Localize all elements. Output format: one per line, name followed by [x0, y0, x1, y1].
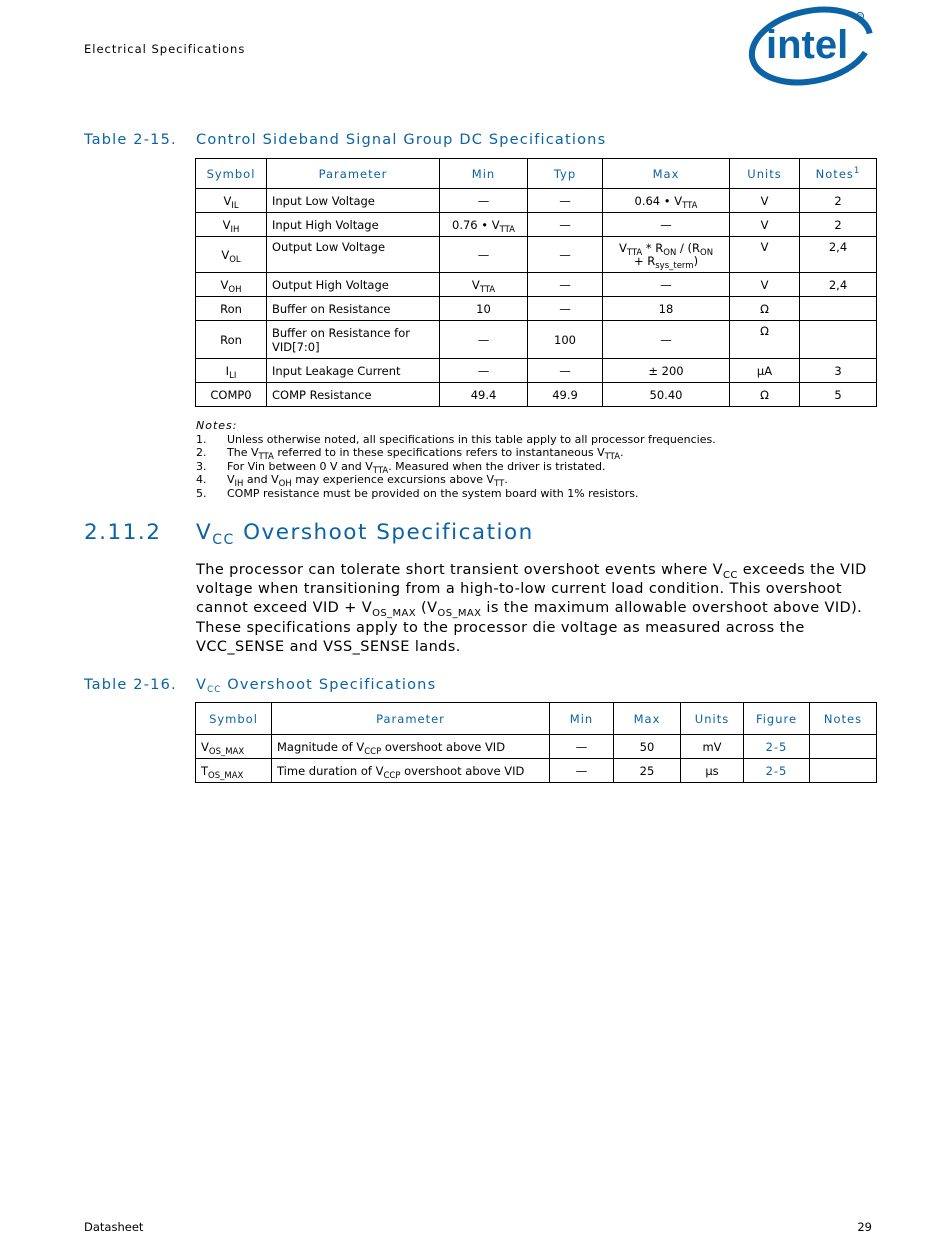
parameter-cell: Output Low Voltage: [267, 237, 440, 273]
parameter-cell: Buffer on Resistance: [267, 297, 440, 321]
symbol-cell: Ron: [196, 297, 267, 321]
col-max: Max: [614, 703, 681, 735]
page-number: 29: [857, 1220, 872, 1234]
units-cell: Ω: [730, 297, 800, 321]
table-row: [196, 213, 877, 237]
table-notes: [196, 419, 716, 501]
col-min: Min: [550, 703, 614, 735]
min-cell: —: [440, 359, 528, 383]
running-header: Electrical Specifications: [84, 42, 246, 56]
table-header-row: [196, 703, 877, 735]
min-cell: —: [440, 237, 528, 273]
section-paragraph: The processor can tolerate short transient overshoot events where $V_{CC}$ exceeds the VID voltage when transitioning from a high-to-low current load condition. This overshoot cannot exceed VID + $V_{OS\_MAX}$ ($V_{OS\_MAX}$ is the maximum allowable overshoot above VID). These specifications apply to the processor die voltage as measured across the VCC_SENSE and VSS_SENSE lands.: [196, 562, 867, 655]
symbol-cell: Ron: [196, 321, 267, 359]
notes-cell: 2,4: [800, 273, 877, 297]
symbol-cell: $V_{OH}$: [196, 273, 267, 297]
symbol-cell: $T_{OS\_MAX}$: [196, 759, 272, 783]
units-cell: µs: [681, 759, 744, 783]
table-2-15-title: Table 2-15. Control Sideband Signal Group DC Specifications: [84, 132, 607, 148]
min-cell: —: [550, 759, 614, 783]
parameter-cell: Buffer on Resistance for VID[7:0]: [267, 321, 440, 359]
units-cell: V: [730, 273, 800, 297]
symbol-cell: $V_{OL}$: [196, 237, 267, 273]
table-header-row: [196, 159, 877, 189]
typ-cell: —: [528, 213, 603, 237]
symbol-cell: $V_{IL}$: [196, 189, 267, 213]
min-cell: —: [440, 321, 528, 359]
intel-logo: [748, 2, 876, 88]
svg-text:intel: intel: [766, 23, 849, 67]
typ-cell: —: [528, 189, 603, 213]
col-figure: Figure: [744, 703, 810, 735]
max-cell: 0.64 • $V_{TTA}$: [603, 189, 730, 213]
table-2-16-title: Table 2-16. $V_{CC}$ Overshoot Specifications: [84, 677, 437, 695]
notes-cell: [810, 735, 877, 759]
notes-cell: 2: [800, 213, 877, 237]
min-cell: 49.4: [440, 383, 528, 407]
units-cell: V: [730, 213, 800, 237]
units-cell: V: [730, 189, 800, 213]
parameter-cell: Output High Voltage: [267, 273, 440, 297]
min-cell: 10: [440, 297, 528, 321]
max-cell: 50.40: [603, 383, 730, 407]
table-row: [196, 321, 877, 359]
table-row: [196, 759, 877, 783]
max-cell: ± 200: [603, 359, 730, 383]
col-units: Units: [681, 703, 744, 735]
note-item: 5. COMP resistance must be provided on the system board with 1% resistors.: [196, 486, 639, 500]
col-units: Units: [730, 159, 800, 189]
parameter-cell: Magnitude of $V_{CCP}$ overshoot above VID: [272, 735, 550, 759]
min-cell: —: [550, 735, 614, 759]
section-heading: 2.11.2 $V_{CC}$ Overshoot Specification: [84, 520, 534, 548]
parameter-cell: Input Low Voltage: [267, 189, 440, 213]
units-cell: µA: [730, 359, 800, 383]
col-symbol: Symbol: [196, 703, 272, 735]
typ-cell: 100: [528, 321, 603, 359]
min-cell: 0.76 • $V_{TTA}$: [440, 213, 528, 237]
col-max: Max: [603, 159, 730, 189]
table-row: [196, 273, 877, 297]
parameter-cell: Input Leakage Current: [267, 359, 440, 383]
min-cell: —: [440, 189, 528, 213]
parameter-cell: Time duration of $V_{CCP}$ overshoot above VID: [272, 759, 550, 783]
parameter-cell: COMP Resistance: [267, 383, 440, 407]
note-item: 4. $V_{IH}$ and $V_{OH}$ may experience excursions above $V_{TT}$.: [196, 473, 508, 490]
units-cell: Ω: [730, 321, 800, 359]
control-sideband-table: [195, 158, 877, 407]
units-cell: Ω: [730, 383, 800, 407]
footer-doc-type: Datasheet: [84, 1220, 144, 1234]
table-row: [196, 189, 877, 213]
typ-cell: —: [528, 297, 603, 321]
typ-cell: —: [528, 273, 603, 297]
table-row: [196, 383, 877, 407]
max-cell: —: [603, 213, 730, 237]
max-cell: 18: [603, 297, 730, 321]
notes-heading: Notes:: [196, 419, 238, 432]
symbol-cell: $I_{LI}$: [196, 359, 267, 383]
svg-text:R: R: [858, 14, 862, 20]
col-parameter: Parameter: [272, 703, 550, 735]
symbol-cell: COMP0: [196, 383, 267, 407]
notes-cell: 5: [800, 383, 877, 407]
col-min: Min: [440, 159, 528, 189]
max-cell: —: [603, 273, 730, 297]
figure-link[interactable]: 2-5: [744, 759, 810, 783]
notes-cell: 2: [800, 189, 877, 213]
note-item: 3. For Vin between 0 V and $V_{TTA}$. Measured when the driver is tristated.: [196, 459, 606, 476]
notes-cell: 2,4: [800, 237, 877, 273]
table-row: [196, 297, 877, 321]
vcc-overshoot-table: [195, 702, 877, 783]
symbol-cell: $V_{OS\_MAX}$: [196, 735, 272, 759]
parameter-cell: Input High Voltage: [267, 213, 440, 237]
table-row: [196, 735, 877, 759]
typ-cell: 49.9: [528, 383, 603, 407]
notes-cell: [800, 321, 877, 359]
col-typ: Typ: [528, 159, 603, 189]
col-symbol: Symbol: [196, 159, 267, 189]
col-notes: Notes: [810, 703, 877, 735]
table-row: [196, 359, 877, 383]
max-cell: —: [603, 321, 730, 359]
col-notes: Notes$^1$: [800, 159, 877, 189]
notes-cell: 3: [800, 359, 877, 383]
max-cell: 50: [614, 735, 681, 759]
symbol-cell: $V_{IH}$: [196, 213, 267, 237]
figure-link[interactable]: 2-5: [744, 735, 810, 759]
max-cell: $V_{TTA} * R_{ON} / (R_{ON}$ + $R_{sys\_term}$): [603, 237, 730, 273]
col-parameter: Parameter: [267, 159, 440, 189]
min-cell: $V_{TTA}$: [440, 273, 528, 297]
max-cell: 25: [614, 759, 681, 783]
table-row: [196, 237, 877, 273]
note-item: 2. The $V_{TTA}$ referred to in these specifications refers to instantaneous $V_{TTA}$.: [196, 446, 624, 463]
notes-cell: [800, 297, 877, 321]
notes-cell: [810, 759, 877, 783]
units-cell: V: [730, 237, 800, 273]
note-item: 1. Unless otherwise noted, all specifications in this table apply to all processor frequencies.: [196, 432, 716, 446]
typ-cell: —: [528, 237, 603, 273]
units-cell: mV: [681, 735, 744, 759]
typ-cell: —: [528, 359, 603, 383]
